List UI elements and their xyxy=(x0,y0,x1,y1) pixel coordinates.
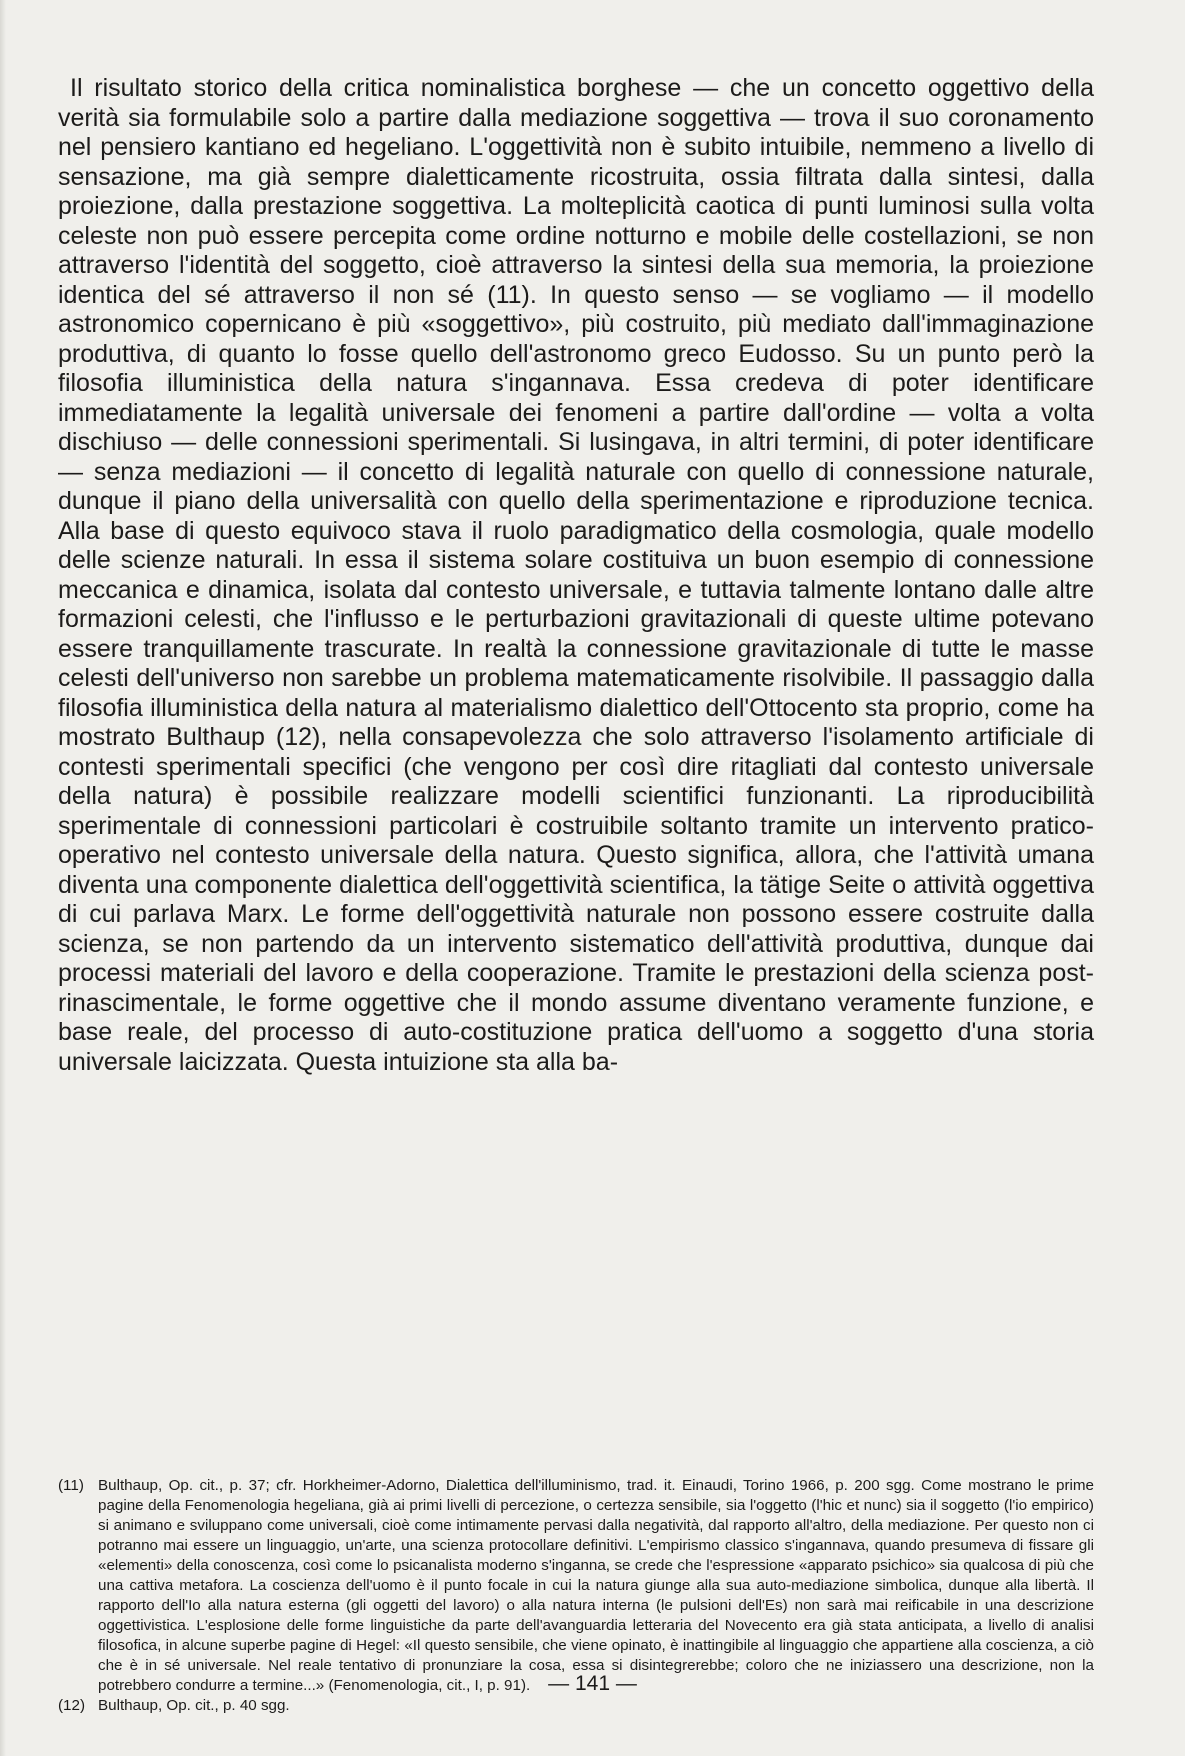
footnote-text: Bulthaup, Op. cit., p. 37; cfr. Horkheimer-Adorno, Dialettica dell'illuminismo, trad. it. Einaudi, Torino 1966, p. 200 sgg. Come mostrano le prime pagine della Fenomenologia hegeliana, già ai primi livelli di percezione, o certezza sensibile, sia l'oggetto (l'hic et nunc) sia il soggetto (l'io empirico) si animano e sviluppano come universali, cioè come intimamente pervasi dalla negatività, dal rapporto all'altro, della mediazione. Per questo non ci potranno mai essere un linguaggio, un'arte, una scienza protocollare definitivi. L'empirismo classico s'ingannava, quando presumeva di fissare gli «elementi» della conoscenza, così come lo psicanalista moderno s'inganna, se crede che l'espressione «apparato psichico» sia qualcosa di più che una cattiva metafora. La coscienza dell'uomo è il punto focale in cui la natura giunge alla sua auto-mediazione simbolica, dunque alla libertà. Il rapporto dell'Io alla natura esterna (gli oggetti del lavoro) o alla natura interna (le pulsioni dell'Es) non sarà mai reificabile in una descrizione oggettivistica. L'esplosione delle forme linguistiche da parte dell'avanguardia letteraria del Novecento era già stata anticipata, a livello di analisi filosofica, in alcune superbe pagine di Hegel: «Il questo sensibile, che viene opinato, è inattingibile al linguaggio che appartiene alla coscienza, a ciò che è in sé universale. Nel reale tentativo di pronunziare la cosa, essa si disintegrerebbe; coloro che ne iniziassero una descrizione, non la potrebbero condurre a termine...» (Fenomenologia, cit., I, p. 91). xyxy=(98,1477,1094,1694)
main-paragraph xyxy=(58,74,1094,1077)
footnote-number: (12) xyxy=(58,1697,86,1714)
footnote-text: Bulthaup, Op. cit., p. 40 sgg. xyxy=(98,1697,290,1714)
page-edge-shadow xyxy=(0,0,6,1756)
footnote-11 xyxy=(58,1476,1094,1696)
page-number: — 141 — xyxy=(548,1672,637,1695)
main-paragraph-text: Il risultato storico della critica nominalistica borghese — che un concetto oggettivo della verità sia formulabile solo a partire dalla mediazione soggettiva — trova il suo coronamento nel pensiero kantiano ed hegeliano. L'oggettività non è subito intuibile, nemmeno a livello di sensazione, ma già sempre dialetticamente ricostruita, ossia filtrata dalla sintesi, dalla proiezione, dalla prestazione soggettiva. La molteplicità caotica di punti luminosi sulla volta celeste non può essere percepita come ordine notturno e mobile delle costellazioni, se non attraverso l'identità del soggetto, cioè attraverso la sintesi della sua memoria, la proiezione identica del sé attraverso il non sé (11). In questo senso — se vogliamo — il modello astronomico copernicano è più «soggettivo», più costruito, più mediato dall'immaginazione produttiva, di quanto lo fosse quello dell'astronomo greco Eudosso. Su un punto però la filosofia illuministica della natura s'ingannava. Essa credeva di poter identificare immediatamente la legalità universale dei fenomeni a partire dall'ordine — volta a volta dischiuso — delle connessioni sperimentali. Si lusingava, in altri termini, di poter identificare — senza mediazioni — il concetto di legalità naturale con quello di connessione naturale, dunque il piano della universalità con quello della sperimentazione e riproduzione tecnica. Alla base di questo equivoco stava il ruolo paradigmatico della cosmologia, quale modello delle scienze naturali. In essa il sistema solare costituiva un buon esempio di connessione meccanica e dinamica, isolata dal contesto universale, e tuttavia talmente lontano dalle altre formazioni celesti, che l'influsso e le perturbazioni gravitazionali di queste ultime potevano essere tranquillamente trascurate. In realtà la connessione gravitazionale di tutte le masse celesti dell'universo non sarebbe un problema matematicamente risolvibile. Il passaggio dalla filosofia illuministica della natura al materialismo dialettico dell'Ottocento sta proprio, come ha mostrato Bulthaup (12), nella consapevolezza che solo attraverso l'isolamento artificiale di contesti sperimentali specifici (che vengono per così dire ritagliati dal contesto universale della natura) è possibile realizzare modelli scientifici funzionanti. La riproducibilità sperimentale di connessioni particolari è costruibile soltanto tramite un intervento pratico-operativo nel contesto universale della natura. Questo significa, allora, che l'attività umana diventa una componente dialettica dell'oggettività scientifica, la tätige Seite o attività oggettiva di cui parlava Marx. Le forme dell'oggettività naturale non possono essere costruite dalla scienza, se non partendo da un intervento sistematico dell'attività produttiva, dunque dai processi materiali del lavoro e della cooperazione. Tramite le prestazioni della scienza post-rinascimentale, le forme oggettive che il mondo assume diventano veramente funzione, e base reale, del processo di auto-costituzione pratica dell'uomo a soggetto d'una storia universale laicizzata. Questa intuizione sta alla ba- xyxy=(58,74,1094,1076)
footnote-number: (11) xyxy=(58,1477,84,1494)
footnote-12 xyxy=(58,1696,1094,1716)
